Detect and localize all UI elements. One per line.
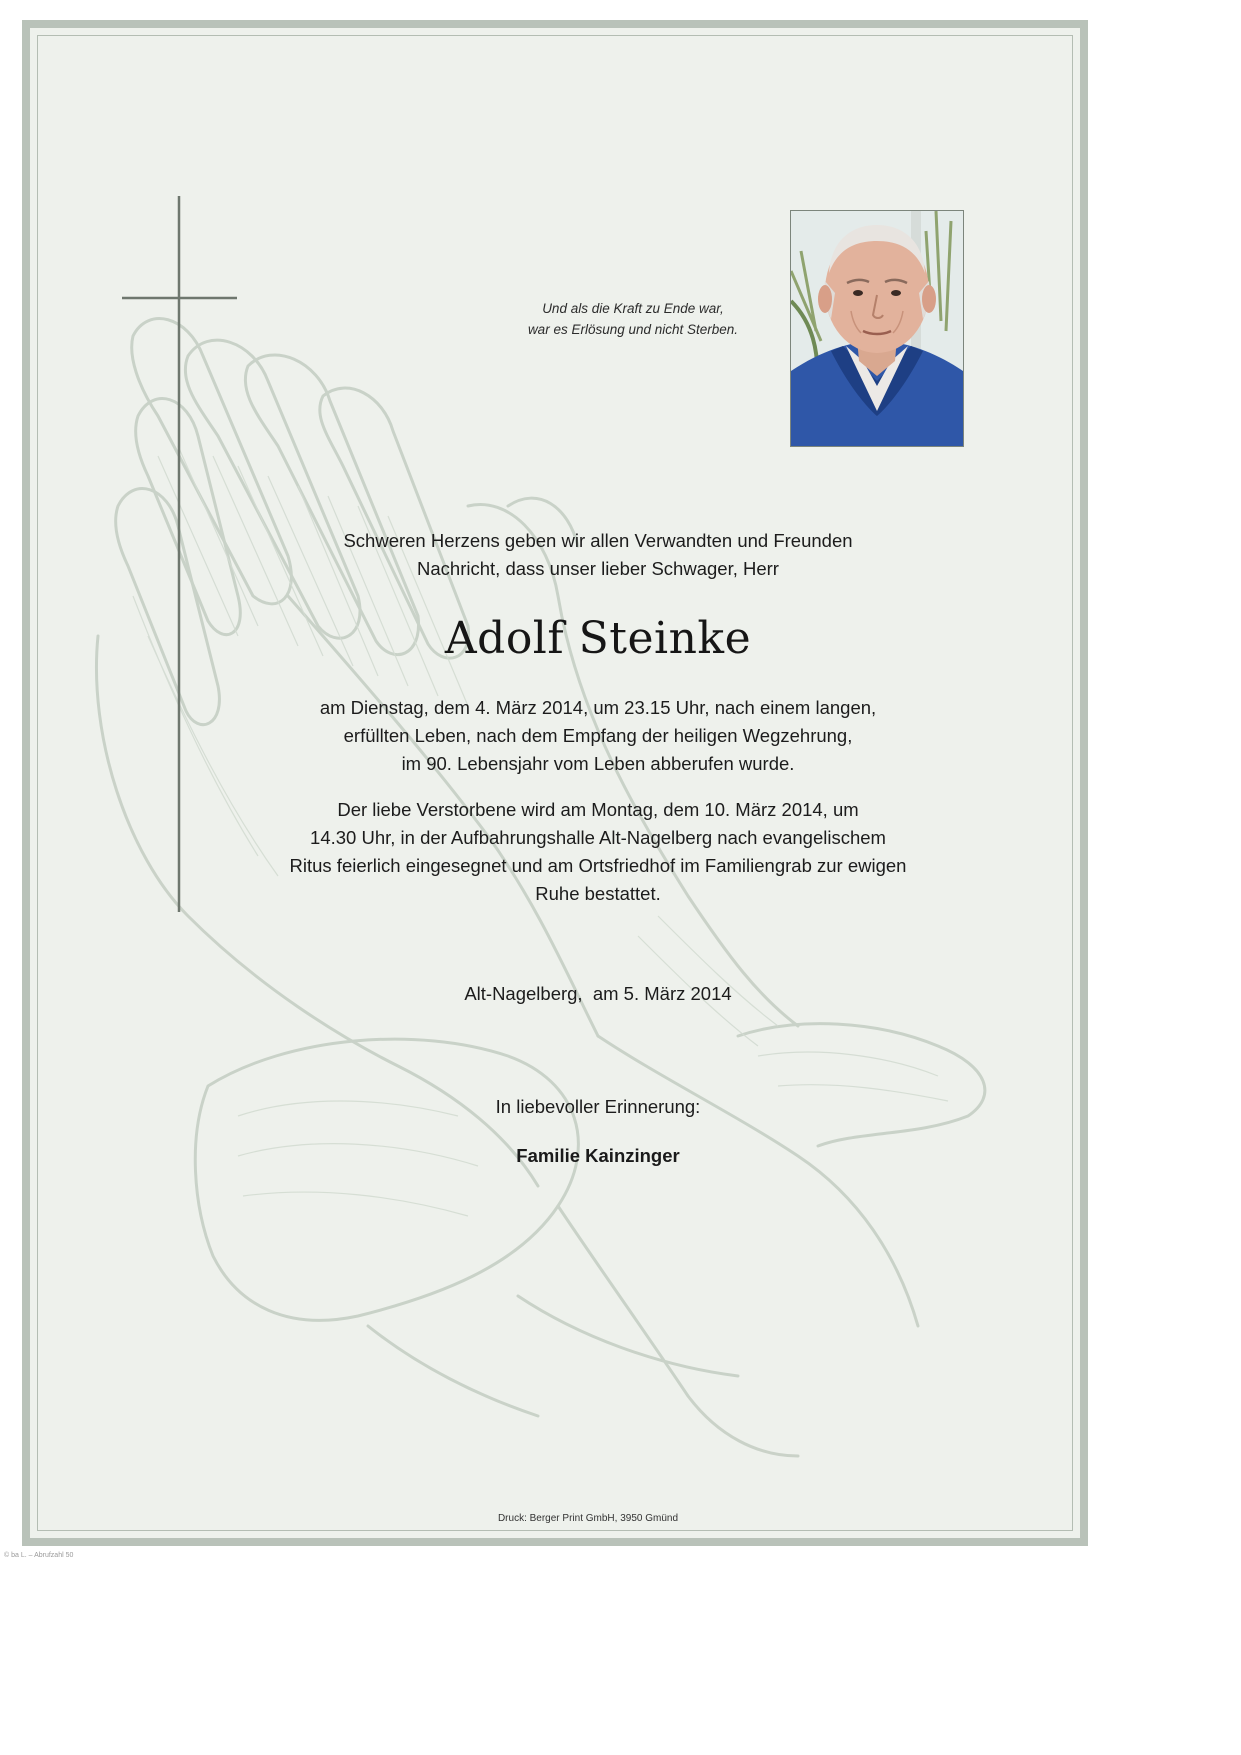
remembrance-line	[188, 1093, 1008, 1121]
printer-credit: Druck: Berger Print GmbH, 3950 Gmünd	[497, 1513, 679, 1524]
death-line-2: erfüllten Leben, nach dem Empfang der heiligen Wegzehrung,	[343, 725, 853, 746]
death-notice	[188, 694, 1008, 778]
intro-line-1: Schweren Herzens geben wir allen Verwandten und Freunden	[343, 530, 853, 551]
place-and-date	[188, 980, 1008, 1008]
death-line-3: im 90. Lebensjahr vom Leben abberufen wurde.	[401, 753, 795, 774]
funeral-line-3: Ritus feierlich eingesegnet und am Ortsfriedhof im Familiengrab zur ewigen	[289, 855, 907, 876]
family-signature: Familie Kainzinger	[516, 1145, 680, 1166]
quote-line-1: Und als die Kraft zu Ende war,	[542, 301, 724, 316]
funeral-line-4: Ruhe bestattet.	[535, 883, 661, 904]
intro-line-2: Nachricht, dass unser lieber Schwager, Herr	[417, 558, 779, 579]
portrait-image	[791, 211, 963, 446]
edge-margin-note: © ba L. – Abrufzahl 50	[4, 1552, 74, 1559]
page-border-inner	[37, 35, 1073, 1531]
quote-line-2: war es Erlösung und nicht Sterben.	[527, 322, 739, 337]
announcement-intro	[188, 527, 1008, 583]
deceased-portrait-photo	[790, 210, 964, 447]
place-date-text: Alt-Nagelberg, am 5. März 2014	[464, 983, 732, 1004]
funeral-line-1: Der liebe Verstorbene wird am Montag, dem 10. März 2014, um	[337, 799, 859, 820]
page-border-outer	[22, 20, 1088, 1546]
death-line-1: am Dienstag, dem 4. März 2014, um 23.15 Uhr, nach einem langen,	[319, 697, 877, 718]
memorial-quote	[433, 298, 833, 340]
remembrance-text: In liebevoller Erinnerung:	[495, 1096, 701, 1117]
deceased-name: Adolf Steinke	[444, 613, 752, 664]
funeral-line-2: 14.30 Uhr, in der Aufbahrungshalle Alt-Nagelberg nach evangelischem	[310, 827, 886, 848]
funeral-details	[188, 796, 1008, 908]
